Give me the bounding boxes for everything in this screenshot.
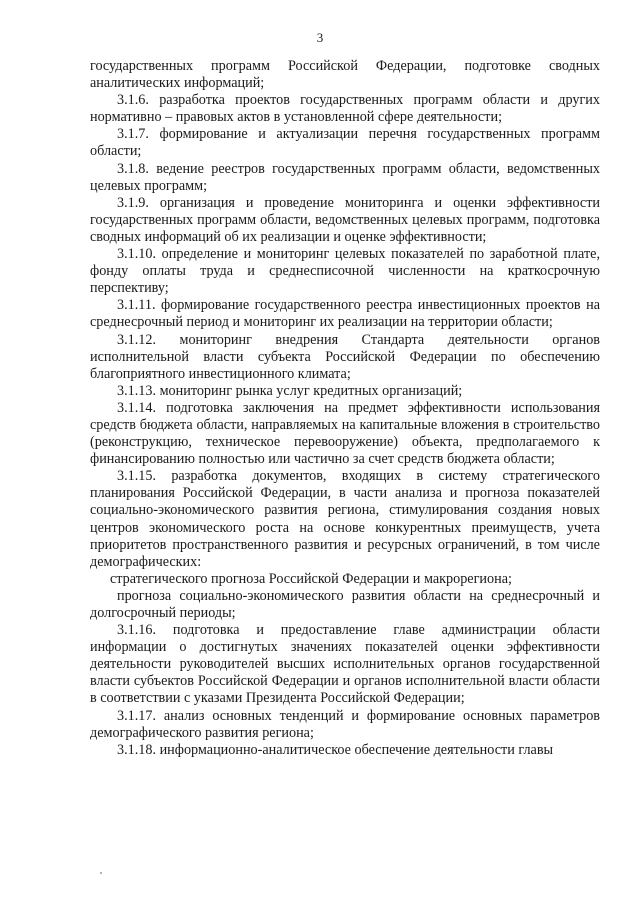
paragraph-3-1-10: 3.1.10. определение и мониторинг целевых показателей по заработной плате, фонду оплаты труда и среднесписочной численности на краткосрочную перспективу;: [90, 246, 600, 297]
paragraph-3-1-7: 3.1.7. формирование и актуализации перечня государственных программ области;: [90, 126, 600, 160]
page-number: 3: [316, 30, 324, 45]
paragraph-3-1-14: 3.1.14. подготовка заключения на предмет эффективности использования средств бюджета области, направляемых на капитальные вложения в строительство (реконструкцию, техническое перевооружение) объекта, предполагаемого к финансированию полностью или частично за счет средств бюджета области;: [90, 399, 600, 468]
paragraph-3-1-17: 3.1.17. анализ основных тенденций и формирование основных параметров демографического развития региона;: [90, 707, 600, 741]
paragraph-3-1-8: 3.1.8. ведение реестров государственных программ области, ведомственных целевых программ;: [90, 160, 600, 194]
paragraph-3-1-15: 3.1.15. разработка документов, входящих в систему стратегического планирования Российской Федерации, в части анализа и прогноза показателей социально-экономического развития региона, стимулирования создания новых центров экономического роста на основе конкурентных преимуществ, учета приоритетов пространственного развития и ресурсных ограничений, в том числе демографических:: [90, 468, 600, 570]
paragraph-3-1-9: 3.1.9. организация и проведение мониторинга и оценки эффективности государственных программ области, ведомственных целевых программ, подготовка сводных информаций об их реализации и оценке эффективности;: [90, 194, 600, 245]
document-body: [90, 58, 600, 759]
paragraph-continuation: государственных программ Российской Федерации, подготовке сводных аналитических информаций;: [90, 58, 600, 92]
paragraph-3-1-18: 3.1.18. информационно-аналитическое обеспечение деятельности главы: [117, 741, 554, 758]
paragraph-3-1-16: 3.1.16. подготовка и предоставление главе администрации области информации о достигнутых значениях показателей оценки эффективности деятельности руководителей высших исполнительных органов государственной власти субъектов Российской Федерации и органов исполнительной власти области в соответствии с указами Президента Российской Федерации;: [90, 622, 600, 707]
paragraph-3-1-6: 3.1.6. разработка проектов государственных программ области и других нормативно – правовых актов в установленной сфере деятельности;: [90, 92, 600, 126]
paragraph-3-1-11: 3.1.11. формирование государственного реестра инвестиционных проектов на среднесрочный период и мониторинг их реализации на территории области;: [90, 297, 600, 331]
paragraph-strategic-forecast: стратегического прогноза Российской Федерации и макрорегиона;: [110, 570, 512, 587]
paragraph-3-1-13: 3.1.13. мониторинг рынка услуг кредитных организаций;: [117, 382, 463, 399]
scan-speck: [100, 872, 102, 874]
paragraph-3-1-12: 3.1.12. мониторинг внедрения Стандарта деятельности органов исполнительной власти субъекта Российской Федерации по обеспечению благоприятного инвестиционного климата;: [90, 331, 600, 382]
paragraph-socioeconomic-forecast: прогноза социально-экономического развития области на среднесрочный и долгосрочный периоды;: [90, 587, 600, 621]
